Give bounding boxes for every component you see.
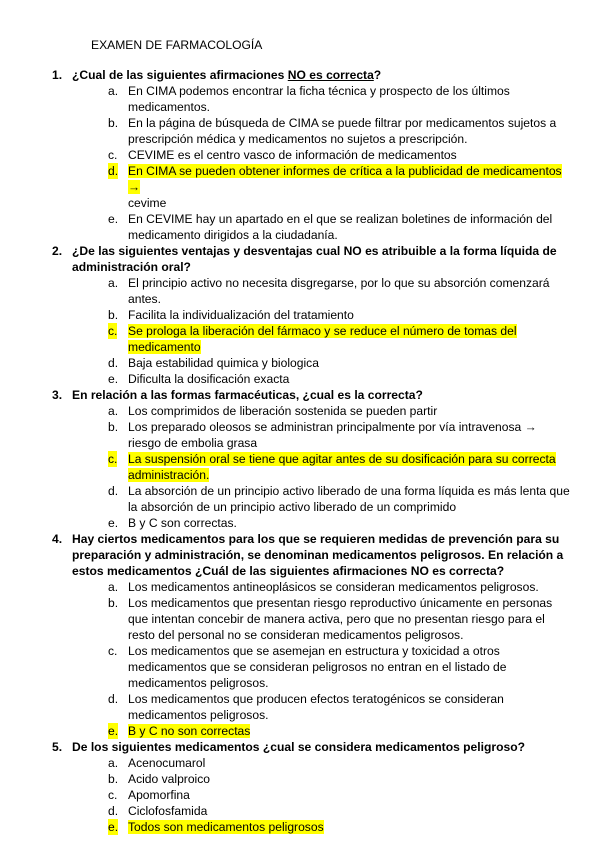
option-e: e. B y C son correctas.	[108, 516, 237, 530]
option-e: e. B y C no son correctas	[108, 724, 251, 738]
question-number: 1.	[52, 68, 63, 82]
option-c: c. La suspensión oral se tiene que agitar antes de su dosificación para su correcta administración.	[108, 452, 556, 482]
option-d: d. Ciclofosfamida	[108, 804, 208, 818]
option-list	[72, 579, 572, 739]
question-3	[52, 387, 572, 531]
question-number: 2.	[52, 244, 63, 258]
option-b: b. Los preparado oleosos se administran principalmente por vía intravenosa → riesgo de embolia grasa	[108, 420, 537, 450]
option-c: c. Se prologa la liberación del fármaco y se reduce el número de tomas del medicamento	[108, 324, 517, 354]
option-list	[72, 755, 572, 835]
option-d: d. En CIMA se pueden obtener informes de crítica a la publicidad de medicamentos → cevime	[108, 164, 562, 210]
question-text: Hay ciertos medicamentos para los que se requieren medidas de prevención para su preparación y administración, se denominan medicamentos peligrosos. En relación a estos medicamentos ¿Cuál de las siguientes afirmaciones NO es correcta?	[72, 532, 564, 578]
question-number: 3.	[52, 388, 63, 402]
option-c: c. Apomorfina	[108, 788, 190, 802]
option-d: d. Baja estabilidad quimica y biologica	[108, 356, 319, 370]
option-e: e. Todos son medicamentos peligrosos	[108, 820, 324, 834]
option-b: b. En la página de búsqueda de CIMA se puede filtrar por medicamentos sujetos a prescripción médica y medicamentos no sujetos a prescripción.	[108, 116, 557, 146]
option-b: b. Los medicamentos que presentan riesgo reproductivo únicamente en personas que intentan concebir de manera activa, pero que no presentan riesgo para el resto del personal no se consideran medicamentos peligrosos.	[108, 596, 553, 642]
option-d: d. Los medicamentos que producen efectos teratogénicos se consideran medicamentos peligrosos.	[108, 692, 504, 722]
question-4	[52, 531, 572, 739]
option-a: a. En CIMA podemos encontrar la ficha técnica y prospecto de los últimos medicamentos.	[108, 84, 510, 114]
option-c: c. Los medicamentos que se asemejan en estructura y toxicidad a otros medicamentos que se consideran peligrosos no entran en el listado de medicamentos peligrosos.	[108, 644, 507, 690]
option-a: a. Acenocumarol	[108, 756, 206, 770]
highlighted-answer: En CIMA se pueden obtener informes de crítica a la publicidad de medicamentos →	[128, 164, 562, 194]
highlighted-answer: Todos son medicamentos peligrosos	[128, 820, 324, 834]
question-5	[52, 739, 572, 835]
question-1	[52, 67, 572, 243]
question-text: ¿De las siguientes ventajas y desventajas cual NO es atribuible a la forma líquida de administración oral?	[72, 244, 557, 274]
option-b: b. Facilita la individualización del tratamiento	[108, 308, 354, 322]
question-number: 5.	[52, 740, 63, 754]
question-number: 4.	[52, 532, 63, 546]
question-text: De los siguientes medicamentos ¿cual se considera medicamentos peligroso?	[72, 740, 525, 754]
question-2	[52, 243, 572, 387]
option-e: e. En CEVIME hay un apartado en el que se realizan boletines de información del medicamento dirigidos a la ciudadanía.	[108, 212, 553, 242]
option-a: a. Los medicamentos antineoplásicos se consideran medicamentos peligrosos.	[108, 580, 539, 594]
highlighted-answer: La suspensión oral se tiene que agitar antes de su dosificación para su correcta administración.	[128, 452, 556, 482]
exam-title: EXAMEN DE FARMACOLOGÍA	[91, 38, 263, 52]
highlighted-answer: Se prologa la liberación del fármaco y se reduce el número de tomas del medicamento	[128, 324, 517, 354]
option-d: d. La absorción de un principio activo liberado de una forma líquida es más lenta que la absorción de un principio activo liberado de un comprimido	[108, 484, 570, 514]
question-list	[52, 67, 572, 835]
option-e: e. Dificulta la dosificación exacta	[108, 372, 290, 386]
option-list	[72, 275, 572, 387]
highlighted-answer: B y C no son correctas	[128, 724, 251, 738]
option-list	[72, 83, 572, 243]
option-a: a. Los comprimidos de liberación sostenida se pueden partir	[108, 404, 438, 418]
option-a: a. El principio activo no necesita disgregarse, por lo que su absorción comenzará antes.	[108, 276, 550, 306]
option-c: c. CEVIME es el centro vasco de información de medicamentos	[108, 148, 457, 162]
question-text: ¿Cual de las siguientes afirmaciones NO es correcta?	[72, 68, 382, 82]
option-list	[72, 403, 572, 531]
option-b: b. Acido valproico	[108, 772, 211, 786]
question-text: En relación a las formas farmacéuticas, ¿cual es la correcta?	[72, 388, 423, 402]
